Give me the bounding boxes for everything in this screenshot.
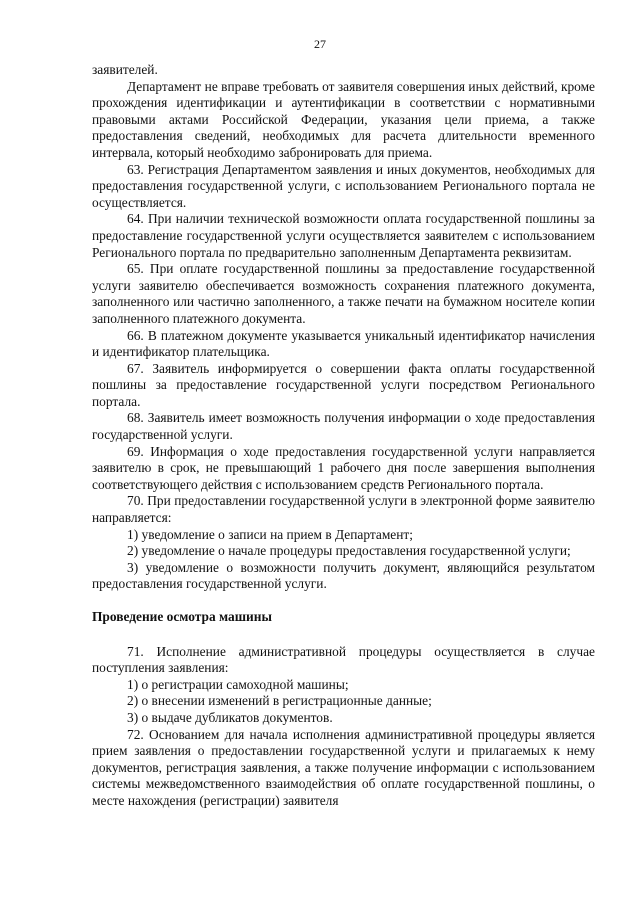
paragraphs-before-heading	[92, 62, 595, 593]
paragraph: 69. Информация о ходе предоставления государственной услуги направляется заявителю в срок, не превышающий 1 рабочего дня после завершения выполнения соответствующего действия с использованием средств Регионального портала.	[92, 443, 595, 492]
paragraph: 3) уведомление о возможности получить документ, являющийся результатом предоставления государственной услуги.	[92, 559, 595, 592]
paragraph: 2) о внесении изменений в регистрационные данные;	[127, 693, 432, 709]
paragraph: заявителей.	[92, 62, 158, 77]
paragraph: 71. Исполнение административной процедуры осуществляется в случае поступления заявления:	[92, 643, 595, 676]
paragraph: 68. Заявитель имеет возможность получения информации о ходе предоставления государственной услуги.	[92, 410, 595, 443]
paragraph: 70. При предоставлении государственной услуги в электронной форме заявителю направляется:	[92, 493, 595, 526]
paragraph: 3) о выдаче дубликатов документов.	[127, 709, 333, 725]
paragraph: 65. При оплате государственной пошлины за предоставление государственной услуги заявителю обеспечивается возможность сохранения платежного документа, заполненного или частично заполненного, а также печати на бумажном носителе копии заполненного платежного документа.	[92, 261, 595, 326]
page-number: 27	[314, 37, 326, 51]
paragraphs-after-heading	[92, 644, 595, 810]
paragraph: 1) о регистрации самоходной машины;	[127, 676, 349, 692]
paragraph: 72. Основанием для начала исполнения административной процедуры является прием заявления о предоставлении государственной услуги и прилагаемых к нему документов, регистрация заявления, а также получение информации с использованием системы межведомственного взаимодействия об оплате государственной пошлины, о месте нахождения (регистрации) заявителя	[92, 726, 595, 808]
paragraph: 64. При наличии технической возможности оплата государственной пошлины за предоставление государственной услуги осуществляется заявителем с использованием Регионального портала по предварительно заполненным Департамента реквизитам.	[92, 211, 595, 260]
paragraph: 2) уведомление о начале процедуры предоставления государственной услуги;	[127, 543, 571, 559]
paragraph: Департамент не вправе требовать от заявителя совершения иных действий, кроме прохождения идентификации и аутентификации в соответствии с нормативными правовыми актами Российской Федерации, указания цели приема, а также предоставления сведений, необходимых для расчета длительности временного интервала, который необходимо забронировать для приема.	[92, 78, 595, 160]
paragraph: 66. В платежном документе указывается уникальный идентификатор начисления и идентификатор плательщика.	[92, 327, 595, 360]
paragraph: 67. Заявитель информируется о совершении факта оплаты государственной пошлины за предоставление государственной услуги посредством Регионального портала.	[92, 360, 595, 409]
section-heading: Проведение осмотра машины	[92, 609, 272, 624]
document-body	[92, 62, 595, 810]
paragraph: 63. Регистрация Департаментом заявления и иных документов, необходимых для предоставления государственной услуги, с использованием Регионального портала не осуществляется.	[92, 161, 595, 210]
paragraph: 1) уведомление о записи на прием в Департамент;	[127, 526, 413, 542]
